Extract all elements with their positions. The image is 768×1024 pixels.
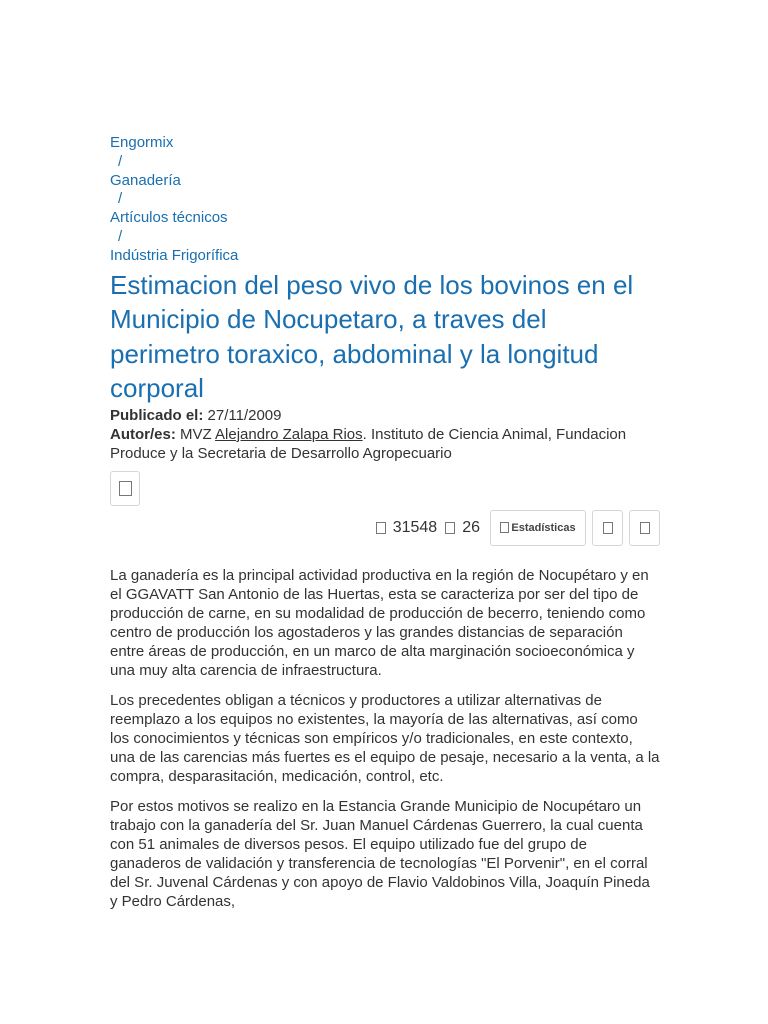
breadcrumb-separator: /: [118, 227, 123, 245]
statistics-button[interactable]: [490, 510, 586, 546]
share-button[interactable]: [110, 471, 140, 506]
published-date: 27/11/2009: [207, 406, 282, 424]
statistics-label: Estadísticas: [511, 521, 576, 534]
breadcrumb-item-industria: [110, 247, 660, 266]
article-paragraph: La ganadería es la principal actividad productiva en la región de Nocupétaro y en el GGAVATT San Antonio de las Huertas, esta se caracteriza por ser del tipo de producción de carne, en su modalidad de producción de becerro, teniendo como centro de producción los agostaderos y las grandes distancias de separación entre áreas de producción, en un marco de alta marginación socioeconómica y una muy alta carencia de infraestructura.: [110, 566, 649, 679]
comments-value: 26: [462, 518, 480, 536]
author-label: Autor/es:: [110, 425, 176, 443]
article-paragraph: Por estos motivos se realizo en la Estancia Grande Municipio de Nocupétaro un trabajo con la ganadería del Sr. Juan Manuel Cárdenas Guerrero, la cual cuenta con 51 animales de diversos pesos. El equipo utilizado fue del grupo de ganaderos de validación y transferencia de tecnologías "El Porvenir", en el corral del Sr. Juvenal Cárdenas y con apoyo de Flavio Valdobinos Villa, Joaquín Pineda y Pedro Cárdenas,: [110, 797, 650, 910]
published-label: Publicado el:: [110, 406, 204, 424]
breadcrumb-link[interactable]: Indústria Frigorífica: [110, 246, 239, 264]
views-value: 31548: [392, 518, 438, 536]
breadcrumb-link[interactable]: Artículos técnicos: [110, 209, 228, 227]
comments-count[interactable]: [445, 519, 480, 537]
breadcrumb-item-engormix: [110, 134, 660, 153]
breadcrumb-separator: /: [118, 152, 123, 170]
article-body: [110, 566, 660, 911]
page-title: Estimacion del peso vivo de los bovinos en el Municipio de Nocupetaro, a traves del perimetro toraxico, abdominal y la longitud corporal: [110, 269, 634, 404]
breadcrumb: [110, 134, 660, 266]
author-prefix: MVZ: [180, 425, 212, 443]
author-affiliation: . Instituto de Ciencia Animal, Fundacion Produce y la Secretaria de Desarrollo Agropecuario: [110, 425, 627, 462]
bar-chart-icon: [500, 522, 509, 533]
bookmark-button[interactable]: [592, 510, 623, 546]
comment-icon: [445, 522, 455, 534]
breadcrumb-item-ganaderia: [110, 172, 660, 191]
views-count: [376, 519, 438, 537]
article-page: [110, 134, 660, 922]
publish-info: [110, 406, 660, 425]
breadcrumb-separator: /: [118, 190, 123, 208]
article-stats: [110, 509, 660, 547]
breadcrumb-item-articulos: [110, 209, 660, 228]
eye-icon: [376, 522, 386, 534]
breadcrumb-link[interactable]: Engormix: [110, 134, 174, 151]
breadcrumb-link[interactable]: Ganadería: [110, 171, 181, 189]
print-icon: [640, 522, 650, 534]
author-link[interactable]: Alejandro Zalapa Rios: [215, 425, 363, 443]
print-button[interactable]: [629, 510, 660, 546]
author-info: [110, 425, 660, 463]
bookmark-icon: [603, 522, 613, 534]
article-paragraph: Los precedentes obligan a técnicos y productores a utilizar alternativas de reemplazo a los equipos no existentes, la mayoría de las alternativas, así como los conocimientos y técnicas son empíricos y/o tradicionales, en este contexto, una de las carencias más fuertes es el equipo de pesaje, necesario a la venta, a la compra, desparasitación, medicación, control, etc.: [110, 691, 660, 785]
share-icon: [119, 481, 132, 496]
